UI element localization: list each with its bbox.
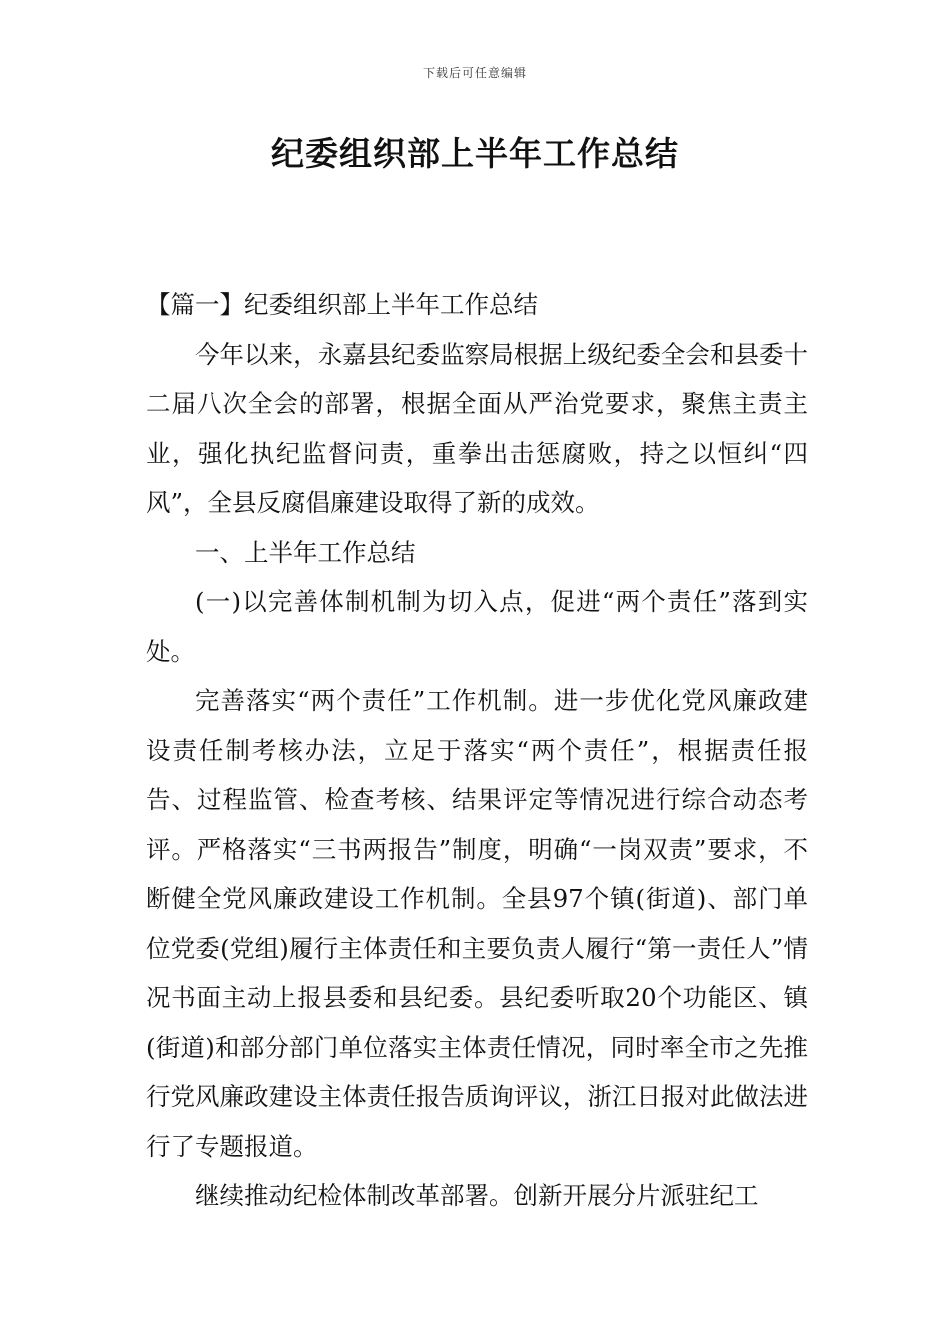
paragraph-intro: 今年以来，永嘉县纪委监察局根据上级纪委全会和县委十二届八次全会的部署，根据全面从严治党要求，聚焦主责主业，强化执纪监督问责，重拳出击惩腐败，持之以恒纠“四风”，全县反腐倡廉建设取得了新的成效。: [146, 339, 808, 517]
header-note: 下载后可任意编辑: [422, 66, 527, 80]
document-body: [146, 280, 808, 1221]
heading-summary: 一、上半年工作总结: [195, 537, 416, 567]
paragraph-mechanism: 完善落实“两个责任”工作机制。进一步优化党风廉政建设责任制考核办法，立足于落实“两个责任”，根据责任报告、过程监管、检查考核、结果评定等情况进行综合动态考评。严格落实“三书两报告”制度，明确“一岗双责”要求，不断健全党风廉政建设工作机制。全县97个镇(街道)、部门单位党委(党组)履行主体责任和主要负责人履行“第一责任人”情况书面主动上报县委和县纪委。县纪委听取20个功能区、镇(街道)和部分部门单位落实主体责任情况，同时率全市之先推行党风廉政建设主体责任报告质询评议，浙江日报对此做法进行了专题报道。: [146, 686, 808, 1161]
section-label: 【篇一】纪委组织部上半年工作总结: [146, 290, 538, 319]
subheading-one: (一)以完善体制机制为切入点，促进“两个责任”落到实处。: [146, 587, 808, 666]
paragraph-reform: 继续推动纪检体制改革部署。创新开展分片派驻纪工: [195, 1181, 759, 1210]
document-title: 纪委组织部上半年工作总结: [271, 134, 679, 173]
